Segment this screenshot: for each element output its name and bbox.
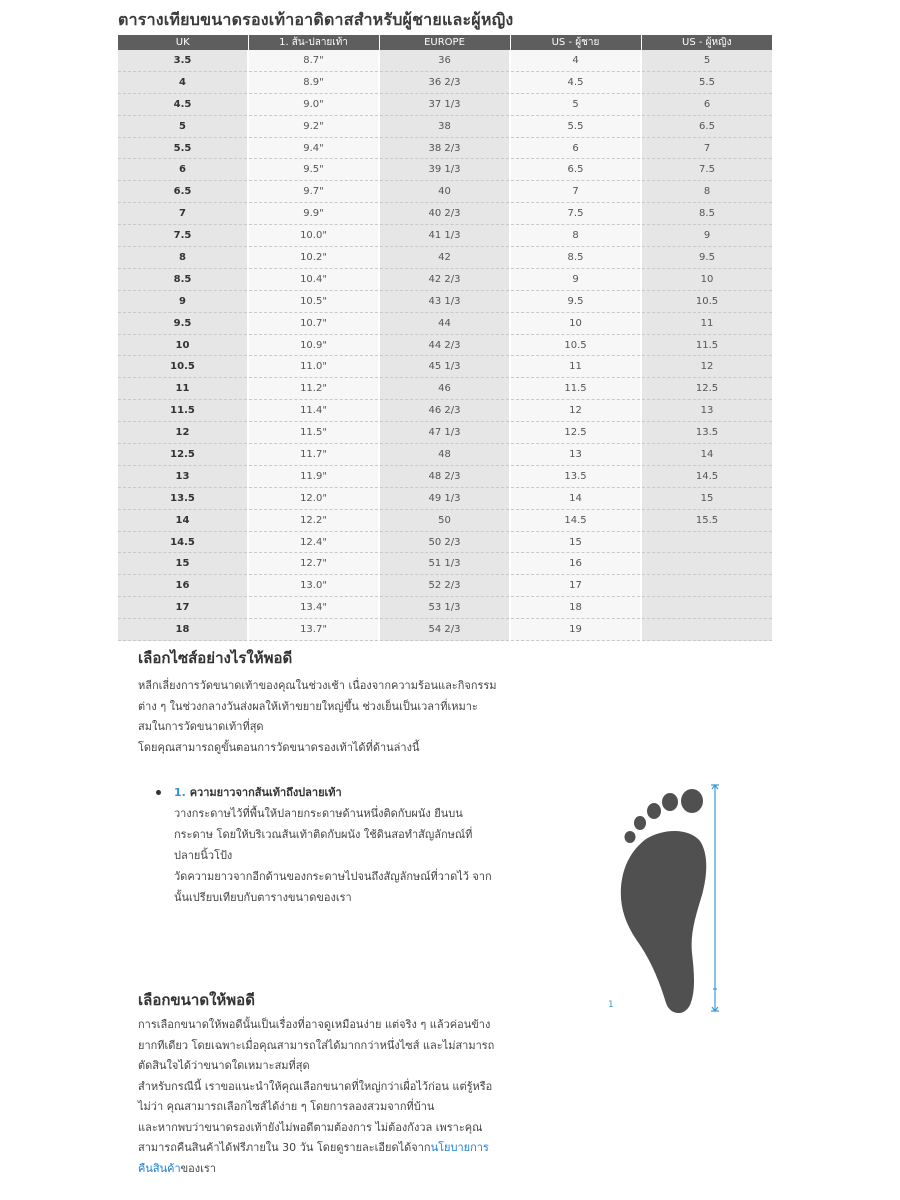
cell-heel-toe: 11.4" xyxy=(248,400,379,422)
table-row xyxy=(118,159,772,181)
cell-uk: 17 xyxy=(118,597,248,619)
table-body xyxy=(118,50,772,641)
cell-us-women xyxy=(641,553,772,575)
cell-uk: 12 xyxy=(118,422,248,444)
how-to-line: โดยคุณสามารถดูขั้นตอนการวัดขนาดรองเท้าได้ที่ด้านล่างนี้ xyxy=(138,740,420,754)
fit-line: การเลือกขนาดให้พอดีนั้นเป็นเรื่องที่อาจดูเหมือนง่าย แต่จริง ๆ แล้วค่อนข้าง xyxy=(138,1018,491,1031)
cell-us-women: 5 xyxy=(641,50,772,71)
cell-europe: 48 xyxy=(379,444,510,466)
cell-us-men: 19 xyxy=(510,619,641,641)
cell-heel-toe: 8.9" xyxy=(248,71,379,93)
table-row xyxy=(118,290,772,312)
cell-heel-toe: 12.7" xyxy=(248,553,379,575)
cell-us-women xyxy=(641,531,772,553)
cell-heel-toe: 10.2" xyxy=(248,247,379,269)
column-header-us-women: US - ผู้หญิง xyxy=(641,35,772,50)
how-to-line: ต่าง ๆ ในช่วงกลางวันส่งผลให้เท้าขยายใหญ่ขึ้น ช่วงเย็นเป็นเวลาที่เหมาะ xyxy=(138,699,478,713)
cell-heel-toe: 10.5" xyxy=(248,290,379,312)
table-row xyxy=(118,334,772,356)
cell-us-women: 14.5 xyxy=(641,465,772,487)
table-row xyxy=(118,444,772,466)
measure-label: 1 xyxy=(608,1000,614,1010)
table-row xyxy=(118,268,772,290)
table-row xyxy=(118,50,772,71)
cell-heel-toe: 12.2" xyxy=(248,509,379,531)
cell-heel-toe: 9.5" xyxy=(248,159,379,181)
cell-us-men: 13 xyxy=(510,444,641,466)
cell-us-women: 6.5 xyxy=(641,115,772,137)
table-row xyxy=(118,203,772,225)
cell-heel-toe: 9.2" xyxy=(248,115,379,137)
cell-europe: 38 2/3 xyxy=(379,137,510,159)
fit-line: ยากทีเดียว โดยเฉพาะเมื่อคุณสามารถใส่ได้มากกว่าหนึ่งไซส์ และไม่สามารถ xyxy=(138,1038,495,1052)
cell-heel-toe: 13.4" xyxy=(248,597,379,619)
cell-us-men: 14.5 xyxy=(510,509,641,531)
step-line: ปลายนิ้วโป้ง xyxy=(174,849,233,862)
cell-us-women: 11.5 xyxy=(641,334,772,356)
cell-us-women: 12 xyxy=(641,356,772,378)
cell-europe: 46 2/3 xyxy=(379,400,510,422)
cell-uk: 8 xyxy=(118,247,248,269)
cell-us-women: 14 xyxy=(641,444,772,466)
cell-uk: 3.5 xyxy=(118,50,248,71)
cell-europe: 44 2/3 xyxy=(379,334,510,356)
fit-line: สำหรับกรณีนี้ เราขอแนะนำให้คุณเลือกขนาดที่ใหญ่กว่าเผื่อไว้ก่อน แต่รู้หรือ xyxy=(138,1079,493,1093)
fit-text xyxy=(138,1015,538,1179)
cell-uk: 6.5 xyxy=(118,181,248,203)
table-row xyxy=(118,553,772,575)
step-line: วัดความยาวจากอีกด้านของกระดาษไปจนถึงสัญลักษณ์ที่วาดไว้ จาก xyxy=(174,870,492,883)
fit-line: ตัดสินใจได้ว่าขนาดใดเหมาะสมที่สุด xyxy=(138,1059,310,1072)
cell-us-men: 16 xyxy=(510,553,641,575)
cell-uk: 13.5 xyxy=(118,487,248,509)
cell-us-men: 6 xyxy=(510,137,641,159)
table-row xyxy=(118,137,772,159)
cell-uk: 9.5 xyxy=(118,312,248,334)
cell-uk: 4.5 xyxy=(118,93,248,115)
column-header-europe: EUROPE xyxy=(379,35,510,50)
cell-heel-toe: 11.5" xyxy=(248,422,379,444)
cell-heel-toe: 10.0" xyxy=(248,225,379,247)
cell-europe: 53 1/3 xyxy=(379,597,510,619)
cell-europe: 51 1/3 xyxy=(379,553,510,575)
cell-europe: 36 xyxy=(379,50,510,71)
cell-uk: 8.5 xyxy=(118,268,248,290)
cell-us-women: 7 xyxy=(641,137,772,159)
cell-us-men: 13.5 xyxy=(510,465,641,487)
cell-heel-toe: 12.0" xyxy=(248,487,379,509)
cell-uk: 9 xyxy=(118,290,248,312)
cell-us-women: 6 xyxy=(641,93,772,115)
how-to-text xyxy=(138,676,538,758)
fit-title: เลือกขนาดให้พอดี xyxy=(138,991,255,1009)
cell-us-men: 14 xyxy=(510,487,641,509)
cell-uk: 18 xyxy=(118,619,248,641)
column-header-heel-toe: 1. ส้น-ปลายเท้า xyxy=(248,35,379,50)
step-heading xyxy=(174,782,536,803)
table-row xyxy=(118,575,772,597)
cell-europe: 37 1/3 xyxy=(379,93,510,115)
step-line: กระดาษ โดยให้บริเวณส้นเท้าติดกับผนัง ใช้ดินสอทำสัญลักษณ์ที่ xyxy=(174,828,473,841)
cell-us-men: 17 xyxy=(510,575,641,597)
cell-us-women: 10.5 xyxy=(641,290,772,312)
cell-heel-toe: 13.0" xyxy=(248,575,379,597)
table-row xyxy=(118,71,772,93)
table-row xyxy=(118,465,772,487)
table-row xyxy=(118,356,772,378)
cell-europe: 48 2/3 xyxy=(379,465,510,487)
table-row xyxy=(118,378,772,400)
cell-us-men: 10 xyxy=(510,312,641,334)
cell-uk: 5.5 xyxy=(118,137,248,159)
cell-uk: 5 xyxy=(118,115,248,137)
cell-us-women: 7.5 xyxy=(641,159,772,181)
cell-europe: 50 xyxy=(379,509,510,531)
table-row xyxy=(118,115,772,137)
cell-us-men: 4.5 xyxy=(510,71,641,93)
cell-europe: 42 2/3 xyxy=(379,268,510,290)
page-title: ตารางเทียบขนาดรองเท้าอาดิดาสสำหรับผู้ชายและผู้หญิง xyxy=(118,10,514,29)
fit-line-last xyxy=(138,1138,538,1159)
how-to-line: สมในการวัดขนาดเท้าที่สุด xyxy=(138,720,264,733)
cell-us-men: 5 xyxy=(510,93,641,115)
table-header-row xyxy=(118,35,772,50)
cell-us-women: 5.5 xyxy=(641,71,772,93)
cell-uk: 14.5 xyxy=(118,531,248,553)
cell-europe: 43 1/3 xyxy=(379,290,510,312)
cell-uk: 10 xyxy=(118,334,248,356)
fit-line: ไม่ว่า คุณสามารถเลือกไซส์ได้ง่าย ๆ โดยการลองสวมจากที่บ้าน xyxy=(138,1100,435,1113)
cell-us-women: 9.5 xyxy=(641,247,772,269)
cell-us-women: 13.5 xyxy=(641,422,772,444)
table-row xyxy=(118,531,772,553)
fit-line-final xyxy=(138,1159,538,1180)
table-row xyxy=(118,619,772,641)
cell-us-men: 12.5 xyxy=(510,422,641,444)
cell-uk: 12.5 xyxy=(118,444,248,466)
cell-europe: 46 xyxy=(379,378,510,400)
table-row xyxy=(118,247,772,269)
cell-us-men: 11.5 xyxy=(510,378,641,400)
cell-heel-toe: 10.7" xyxy=(248,312,379,334)
cell-europe: 47 1/3 xyxy=(379,422,510,444)
cell-europe: 40 2/3 xyxy=(379,203,510,225)
cell-heel-toe: 12.4" xyxy=(248,531,379,553)
column-header-uk: UK xyxy=(118,35,248,50)
return-policy-link-continued[interactable]: คืนสินค้า xyxy=(138,1161,181,1175)
cell-uk: 14 xyxy=(118,509,248,531)
step-line: วางกระดาษไว้ที่พื้นให้ปลายกระดาษด้านหนึ่งติดกับผนัง ยืนบน xyxy=(174,807,463,820)
cell-heel-toe: 10.9" xyxy=(248,334,379,356)
cell-europe: 41 1/3 xyxy=(379,225,510,247)
table-row xyxy=(118,400,772,422)
cell-europe: 40 xyxy=(379,181,510,203)
cell-us-women: 11 xyxy=(641,312,772,334)
cell-heel-toe: 11.2" xyxy=(248,378,379,400)
cell-europe: 54 2/3 xyxy=(379,619,510,641)
cell-heel-toe: 13.7" xyxy=(248,619,379,641)
cell-us-women: 15 xyxy=(641,487,772,509)
cell-heel-toe: 9.7" xyxy=(248,181,379,203)
table-row xyxy=(118,312,772,334)
cell-us-women: 8 xyxy=(641,181,772,203)
cell-us-women: 10 xyxy=(641,268,772,290)
cell-us-men: 15 xyxy=(510,531,641,553)
bullet-icon xyxy=(156,790,161,795)
cell-heel-toe: 10.4" xyxy=(248,268,379,290)
measure-step-item xyxy=(156,782,536,908)
column-header-us-men: US - ผู้ชาย xyxy=(510,35,641,50)
cell-europe: 42 xyxy=(379,247,510,269)
cell-europe: 49 1/3 xyxy=(379,487,510,509)
cell-us-men: 9.5 xyxy=(510,290,641,312)
cell-us-men: 7 xyxy=(510,181,641,203)
cell-uk: 13 xyxy=(118,465,248,487)
cell-uk: 11.5 xyxy=(118,400,248,422)
cell-us-men: 8.5 xyxy=(510,247,641,269)
table-row xyxy=(118,487,772,509)
cell-uk: 7.5 xyxy=(118,225,248,247)
table-row xyxy=(118,93,772,115)
cell-us-women: 9 xyxy=(641,225,772,247)
fit-text-segment: สามารถคืนสินค้าได้ฟรีภายใน 30 วัน โดยดูรายละเอียดได้จาก xyxy=(138,1141,431,1154)
cell-us-men: 18 xyxy=(510,597,641,619)
cell-heel-toe: 9.4" xyxy=(248,137,379,159)
cell-us-men: 6.5 xyxy=(510,159,641,181)
cell-us-women: 8.5 xyxy=(641,203,772,225)
cell-us-women: 15.5 xyxy=(641,509,772,531)
cell-heel-toe: 9.9" xyxy=(248,203,379,225)
table-row xyxy=(118,181,772,203)
size-chart-table xyxy=(118,35,772,641)
cell-europe: 39 1/3 xyxy=(379,159,510,181)
cell-europe: 52 2/3 xyxy=(379,575,510,597)
cell-uk: 6 xyxy=(118,159,248,181)
cell-us-men: 9 xyxy=(510,268,641,290)
table-row xyxy=(118,597,772,619)
how-to-title: เลือกไซส์อย่างไรให้พอดี xyxy=(138,649,293,667)
cell-heel-toe: 11.0" xyxy=(248,356,379,378)
cell-us-men: 10.5 xyxy=(510,334,641,356)
cell-uk: 16 xyxy=(118,575,248,597)
cell-us-women: 13 xyxy=(641,400,772,422)
step-number: 1. xyxy=(174,786,186,799)
fit-line: และหากพบว่าขนาดรองเท้ายังไม่พอดีตามต้องการ ไม่ต้องกังวล เพราะคุณ xyxy=(138,1120,483,1134)
cell-us-men: 11 xyxy=(510,356,641,378)
length-indicator xyxy=(711,785,719,1011)
cell-us-men: 4 xyxy=(510,50,641,71)
step-body xyxy=(174,803,536,908)
cell-uk: 11 xyxy=(118,378,248,400)
table-row xyxy=(118,422,772,444)
step-heading-text: ความยาวจากส้นเท้าถึงปลายเท้า xyxy=(189,786,342,799)
foot-icon xyxy=(621,789,706,1013)
cell-heel-toe: 9.0" xyxy=(248,93,379,115)
return-policy-link[interactable]: นโยบายการ xyxy=(430,1141,489,1154)
cell-europe: 45 1/3 xyxy=(379,356,510,378)
table-row xyxy=(118,225,772,247)
how-to-line: หลีกเลี่ยงการวัดขนาดเท้าของคุณในช่วงเช้า เนื่องจากความร้อนและกิจกรรม xyxy=(138,679,497,692)
fit-text-segment: ของเรา xyxy=(180,1161,216,1175)
cell-us-men: 12 xyxy=(510,400,641,422)
cell-uk: 10.5 xyxy=(118,356,248,378)
cell-uk: 15 xyxy=(118,553,248,575)
cell-us-women xyxy=(641,619,772,641)
cell-us-women xyxy=(641,575,772,597)
table-row xyxy=(118,509,772,531)
cell-uk: 7 xyxy=(118,203,248,225)
cell-us-men: 8 xyxy=(510,225,641,247)
foot-measure-illustration xyxy=(600,775,730,1020)
cell-europe: 38 xyxy=(379,115,510,137)
step-line: นั้นเปรียบเทียบกับตารางขนาดของเรา xyxy=(174,891,352,904)
cell-heel-toe: 8.7" xyxy=(248,50,379,71)
cell-uk: 4 xyxy=(118,71,248,93)
cell-us-women: 12.5 xyxy=(641,378,772,400)
cell-europe: 36 2/3 xyxy=(379,71,510,93)
cell-europe: 44 xyxy=(379,312,510,334)
cell-us-men: 5.5 xyxy=(510,115,641,137)
cell-heel-toe: 11.7" xyxy=(248,444,379,466)
cell-us-men: 7.5 xyxy=(510,203,641,225)
cell-europe: 50 2/3 xyxy=(379,531,510,553)
cell-us-women xyxy=(641,597,772,619)
cell-heel-toe: 11.9" xyxy=(248,465,379,487)
